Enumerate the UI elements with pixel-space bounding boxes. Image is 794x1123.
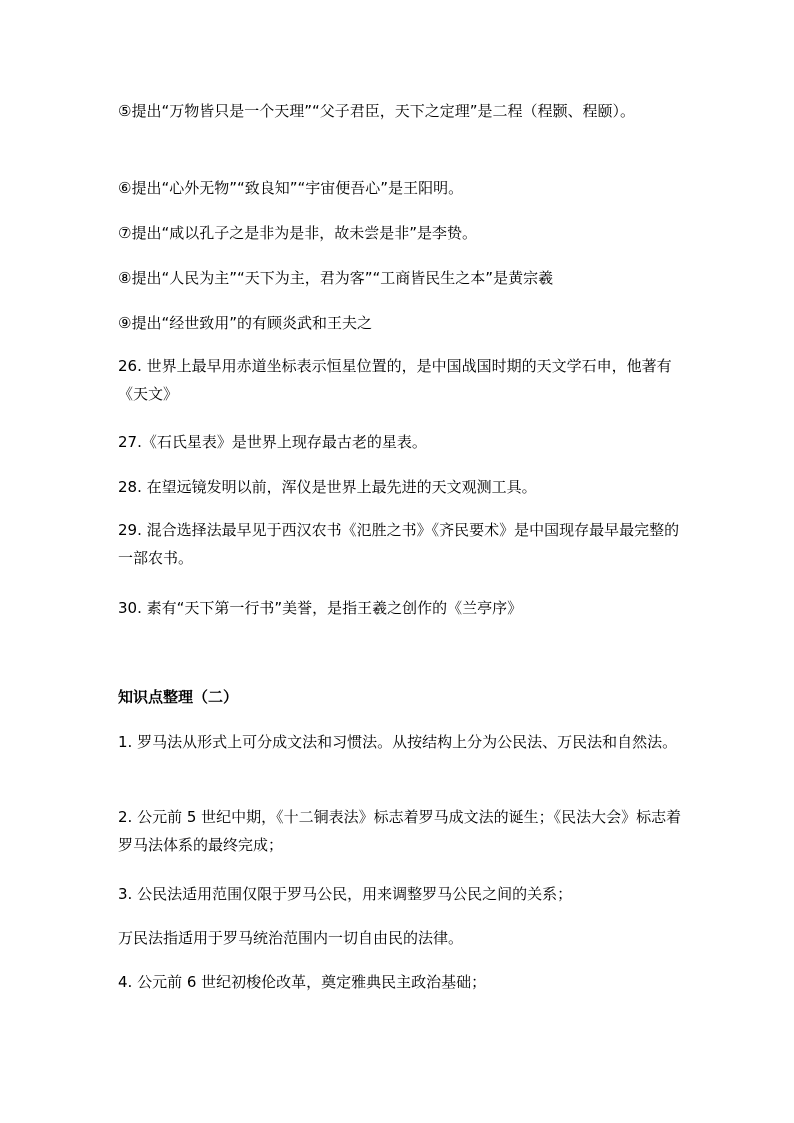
paragraph-roman-law-3: 3. 公民法适用范围仅限于罗马公民，用来调整罗马公民之间的关系； (118, 885, 573, 903)
paragraph-roman-law-1: 1. 罗马法从形式上可分成文法和习惯法。从按结构上分为公民法、万民法和自然法。 (118, 733, 678, 751)
paragraph-item-7: ⑦提出“咸以孔子之是非为是非，故未尝是非”是李贽。 (118, 224, 477, 242)
paragraph-item-9: ⑨提出“经世致用”的有顾炎武和王夫之 (118, 314, 372, 332)
paragraph-item-6: ⑥提出“心外无物”“致良知”“宇宙便吾心”是王阳明。 (118, 179, 464, 197)
paragraph-roman-law-3b: 万民法指适用于罗马统治范围内一切自由民的法律。 (118, 929, 464, 947)
paragraph-roman-law-4: 4. 公元前 6 世纪初梭伦改革，奠定雅典民主政治基础； (118, 973, 487, 991)
paragraph-item-30: 30. 素有“天下第一行书”美誉，是指王羲之创作的《兰亭序》 (118, 599, 523, 617)
paragraph-item-29: 29. 混合选择法最早见于西汉农书《氾胜之书》《齐民要术》是中国现存最早最完整的一部农书。 (118, 521, 680, 567)
paragraph-item-5: ⑤提出“万物皆只是一个天理”“父子君臣，天下之定理”是二程（程颢、程颐）。 (118, 102, 636, 120)
section-heading: 知识点整理（二） (118, 688, 239, 706)
paragraph-item-27: 27.《石氏星表》是世界上现存最古老的星表。 (118, 433, 427, 451)
paragraph-item-8: ⑧提出“人民为主”“天下为主，君为客”“工商皆民生之本”是黄宗羲 (118, 269, 554, 287)
paragraph-item-28: 28. 在望远镜发明以前，浑仪是世界上最先进的天文观测工具。 (118, 478, 537, 496)
paragraph-item-26: 26. 世界上最早用赤道坐标表示恒星位置的，是中国战国时期的天文学石申，他著有《天文》 (118, 357, 672, 403)
paragraph-roman-law-2: 2. 公元前 5 世纪中期，《十二铜表法》标志着罗马成文法的诞生；《民法大会》标志着罗马法体系的最终完成； (118, 808, 682, 854)
